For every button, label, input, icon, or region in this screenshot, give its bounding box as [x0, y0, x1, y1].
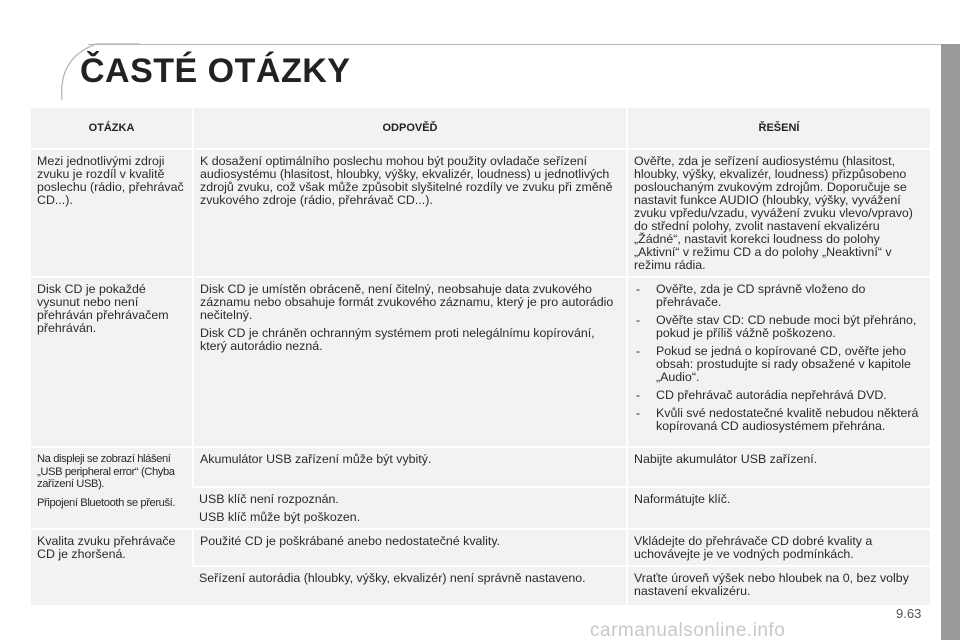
answer-cell [193, 447, 627, 487]
page-number: 9.63 [896, 606, 922, 621]
header-rule [88, 44, 942, 45]
answer-cell [193, 149, 627, 277]
page-edge-bar [941, 44, 960, 640]
column-header-solution: ŘEŠENÍ [627, 108, 930, 149]
list-item: - Pokud se jedná o kopírované CD, ověřte jeho obsah: prostudujte si rady obsažené v kapitole „Audio“. [634, 345, 925, 384]
watermark: carmanualsonline.info [590, 620, 786, 641]
question-text: Disk CD je pokaždé vysunut nebo není přehráván přehrávačem přehráván. [37, 282, 169, 335]
list-item: - Kvůli své nedostatečné kvalitě nebudou některá kopírovaná CD audiosystémem přehrána. [634, 407, 925, 433]
solution-cell [627, 566, 930, 606]
question-text: Na displeji se zobrazí hlášení „USB peripheral error“ (Chyba zařízení USB). [37, 453, 175, 490]
question-text: Kvalita zvuku přehrávače CD je zhoršená. [37, 534, 176, 561]
question-text: Připojení Bluetooth se přeruší. [37, 496, 176, 509]
answer-text: USB klíč není rozpoznán. [199, 492, 339, 506]
faq-header-row [31, 108, 930, 149]
table-row [31, 149, 930, 277]
solution-cell [627, 487, 930, 529]
column-header-answer: ODPOVĚĎ [193, 108, 627, 149]
question-cell [31, 149, 193, 277]
solution-cell [627, 149, 930, 277]
question-text: Mezi jednotlivými zdroji zvuku je rozdíl v kvalitě poslechu (rádio, přehrávač CD...). [37, 154, 184, 207]
solution-cell [627, 277, 930, 447]
answer-text: Disk CD je umístěn obráceně, není čitelný, neobsahuje data zvukového záznamu nebo obsahuje formát zvukového záznamu, který je pro autorádio nečitelný. [200, 282, 614, 322]
answer-text: USB klíč může být poškozen. [199, 510, 361, 524]
solution-cell [627, 447, 930, 487]
answer-cell [193, 529, 627, 566]
solution-cell [627, 529, 930, 566]
solution-text: Naformátujte klíč. [634, 492, 731, 506]
answer-cell [193, 566, 627, 606]
solution-list [634, 283, 925, 433]
question-cell [31, 277, 193, 447]
question-cell [31, 447, 193, 529]
solution-text: Nabijte akumulátor USB zařízení. [634, 452, 818, 466]
solution-text: Ověřte, zda je seřízení audiosystému (hlasitost, hloubky, výšky, ekvalizér, loudness) přizpůsobeno poslouchaným zvukovým zdrojům. Doporučuje se nastavit funkce AUDIO (hloubky, výšky, vyvážení zvuku vpředu/vzadu, vyvážení zvuku vlevo/vpravo) do střední polohy, zvolit nastavení ekvalizéru „Žádné“, nastavit korekci loudness do polohy „Aktivní“ v režimu CD a do polohy „Neaktivní“ v režimu rádia. [634, 154, 913, 272]
faq-table [31, 108, 930, 607]
answer-cell [193, 487, 627, 529]
table-row [31, 529, 930, 566]
answer-text: Akumulátor USB zařízení může být vybitý. [200, 452, 432, 466]
answer-text: Disk CD je chráněn ochranným systémem proti nelegálnímu kopírování, který autorádio nezná. [200, 326, 595, 353]
answer-cell [193, 277, 627, 447]
table-row [31, 277, 930, 447]
table-row [31, 447, 930, 487]
column-header-question: OTÁZKA [31, 108, 193, 149]
answer-text: Použité CD je poškrábané anebo nedostatečné kvality. [200, 534, 501, 548]
answer-text: K dosažení optimálního poslechu mohou být použity ovladače seřízení audiosystému (hlasitost, hloubky, výšky, ekvalizér, loudness) u jednotlivých zdrojů zvuku, což však může způsobit slyšitelné rozdíly ve zvuku při změně zvukového zdroje (rádio, přehrávač CD...). [200, 154, 613, 207]
solution-text: Vraťte úroveň výšek nebo hloubek na 0, bez volby nastavení ekvalizéru. [634, 571, 909, 598]
list-item: - Ověřte, zda je CD správně vloženo do přehrávače. [634, 283, 925, 309]
question-cell [31, 529, 193, 606]
list-item: - Ověřte stav CD: CD nebude moci být přehráno, pokud je příliš vážně poškozeno. [634, 314, 925, 340]
answer-text: Seřízení autorádia (hloubky, výšky, ekvalizér) není správně nastaveno. [199, 571, 586, 585]
solution-text: Vkládejte do přehrávače CD dobré kvality a uchovávejte je ve vodných podmínkách. [634, 534, 873, 561]
list-item: - CD přehrávač autorádia nepřehrává DVD. [634, 389, 925, 402]
page-title: ČASTÉ OTÁZKY [80, 52, 351, 90]
